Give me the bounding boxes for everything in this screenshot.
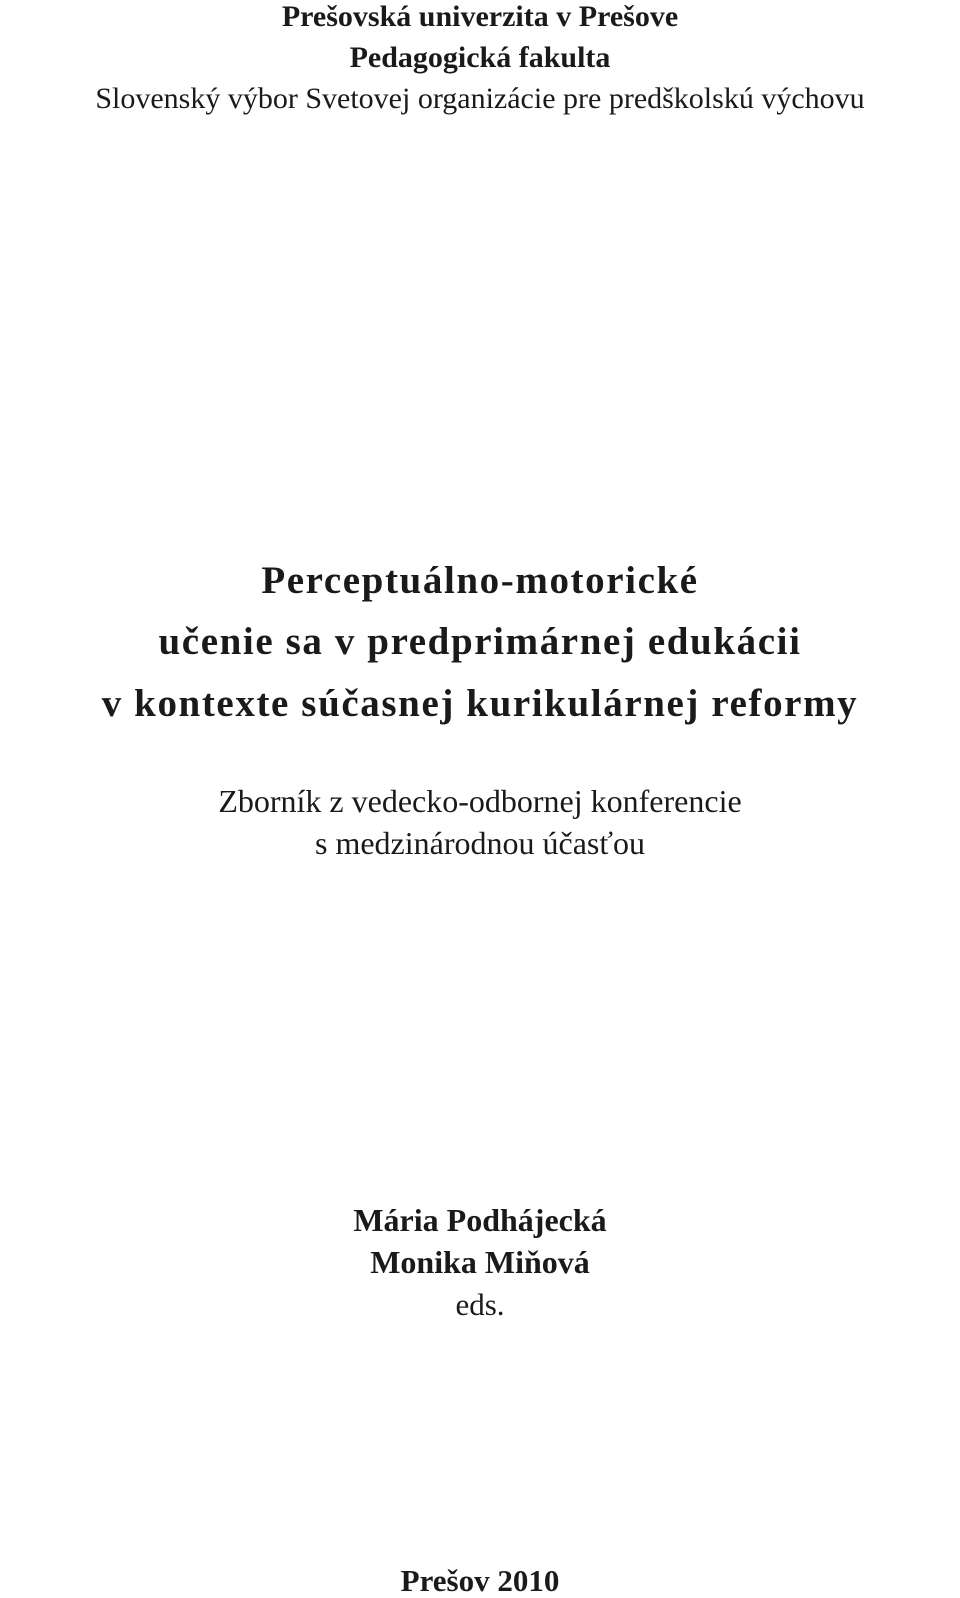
imprint-place-year: Prešov 2010 [400,1563,560,1598]
subtitle-line-1: Zborník z vedecko-odbornej konferencie [218,783,742,819]
editors-role: eds. [455,1287,505,1322]
committee-name: Slovenský výbor Svetovej organizácie pre predškolskú výchovu [95,82,865,115]
title-line-1: Perceptuálno-motorické [261,559,699,602]
university-name: Prešovská univerzita v Prešove [281,0,679,33]
editor-name: Monika Miňová [370,1244,590,1280]
title-line-3: v kontexte súčasnej kurikulárnej reformy [101,682,859,725]
subtitle-line-2: s medzinárodnou účasťou [314,825,646,861]
title-line-2: učenie sa v predprimárnej edukácii [158,620,802,663]
editor-name: Mária Podhájecká [353,1202,607,1238]
faculty-name: Pedagogická fakulta [349,41,611,74]
